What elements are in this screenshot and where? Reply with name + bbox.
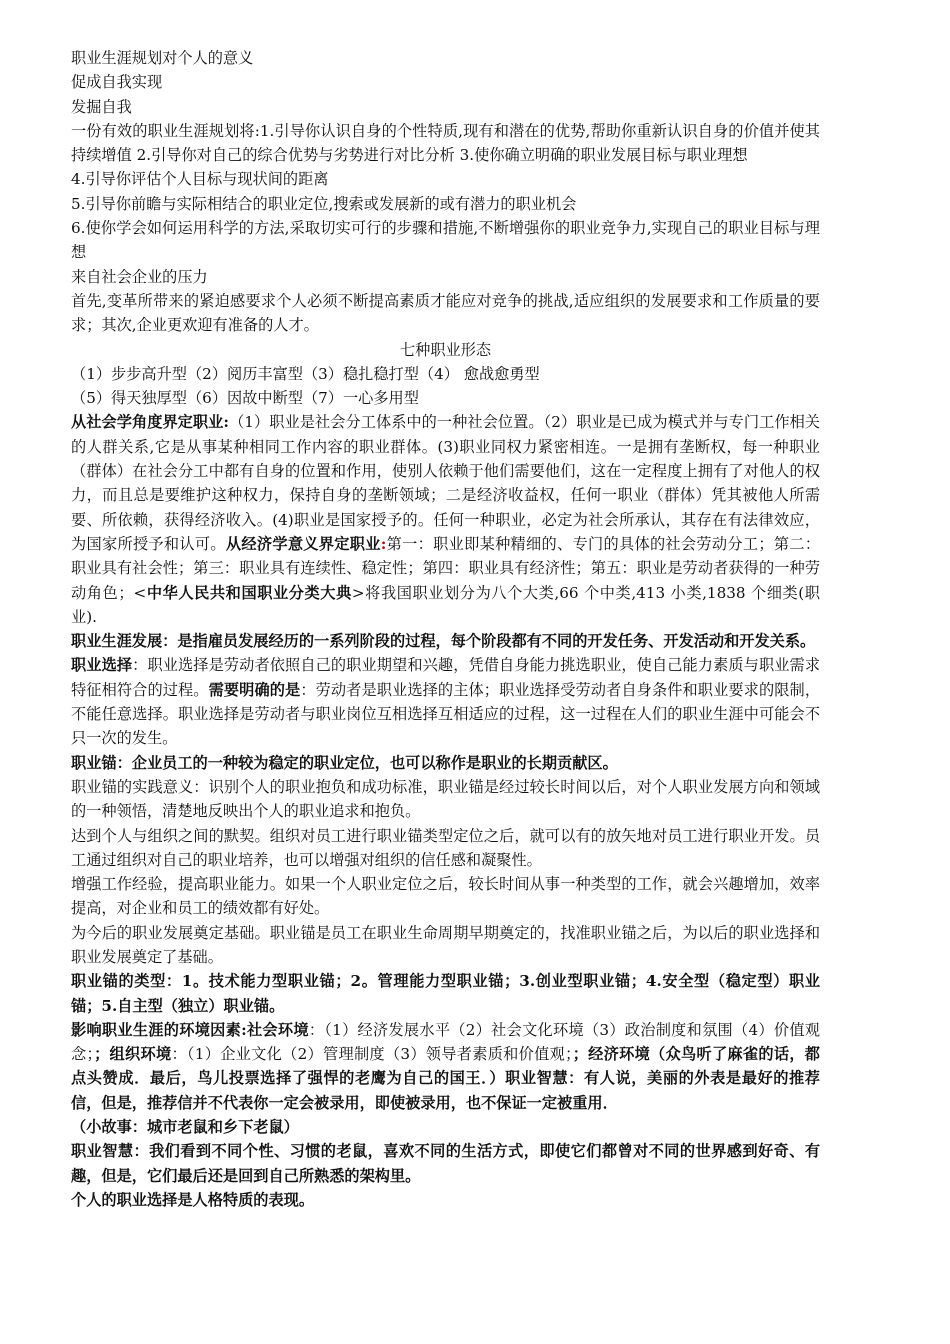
- text-sociology-definition: （1）职业是社会分工体系中的一种社会位置。（2）职业是已成为模式并与专门工作相关的人群关系,它是从事某种相同工作内容的职业群体。(3)职业同权力紧密相连。一是拥有垄断权，每一种职业（群体）在社会分工中都有自身的位置和作用，使别人依赖于他们需要他们，这在一定程度上拥有了对他人的权力，而且总是要维护这种权力，保持自身的垄断领域；二是经济收益权，任何一职业（群体）凭其被他人所需要、所依赖，获得经济收入。(4)职业是国家授予的。任何一种职业，必定为社会所承认，其存在有法律效应，为国家所授予和认可。: [71, 413, 820, 553]
- paragraph-anchor-types: 职业锚的类型：1。技术能力型职业锚；2。管理能力型职业锚；3.创业型职业锚；4.安全型（稳定型）职业锚；5.自主型（独立）职业锚。: [71, 972, 820, 1015]
- paragraph-anchor-tacit: 达到个人与组织之间的默契。组织对员工进行职业锚类型定位之后，就可以有的放矢地对员工进行职业开发。员工通过组织对自己的职业培养，也可以增强对组织的信任感和凝聚性。: [71, 826, 820, 869]
- text-economics-definition: 第一：职业即某种精细的、专门的具体的社会劳动分工；第二：职业具有社会性；第三：职业具有连续性、稳定性；第四：职业具有经济性；第五：职业是劳动者获得的一种劳动角色；<: [71, 534, 821, 602]
- paragraph-pressure: 首先,变革所带来的紧迫感要求个人必须不断提高素质才能应对竞争的挑战,适应组织的发展要求和工作质量的要求；其次,企业更欢迎有准备的人才。: [71, 291, 820, 335]
- section-title-seven-forms: 七种职业形态: [399, 340, 492, 359]
- paragraph-career-definition: [71, 410, 820, 629]
- heading-org-environment: ；组织环境: [94, 1045, 172, 1064]
- heading-economics-definition: 从经济学意义界定职业: [225, 534, 381, 553]
- paragraph-point-4: 4.引导你评估个人目标与现状间的距离: [71, 170, 329, 189]
- text-career-choice-2: ：劳动者是职业选择的主体；职业选择受劳动者自身条件和职业要求的限制，不能任意选择。职业选择是劳动者与职业岗位互相选择互相适应的过程，这一过程在人们的职业生涯中可能会不只一次的发生。: [71, 680, 821, 748]
- paragraph-career-anchor: 职业锚：企业员工的一种较为稳定的职业定位，也可以称作是职业的长期贡献区。: [71, 753, 618, 772]
- heading-sociology-definition: 从社会学角度界定职业: [71, 413, 224, 432]
- section-title-significance: 职业生涯规划对个人的意义: [71, 49, 254, 67]
- paragraph-career-wisdom: 职业智慧：我们看到不同个性、习惯的老鼠，喜欢不同的生活方式，即使它们都曾对不同的世界感到好奇、有趣，但是，它们最后还是回到自己所熟悉的架构里。: [71, 1142, 820, 1185]
- paragraph-point-6: 6.使你学会如何运用科学的方法,采取切实可行的步骤和措施,不断增强你的职业竞争力,实现自己的职业目标与理想: [71, 219, 820, 262]
- heading-social-environment: 影响职业生涯的环境因素:社会环境: [71, 1020, 309, 1039]
- colon-1: :: [223, 413, 230, 432]
- heading-career-choice: 职业选择: [71, 656, 133, 675]
- text-career-choice-1: ：职业选择是劳动者依照自己的职业期望和兴趣，凭借自身能力挑选职业，使自己能力素质与职业需求特征相符合的过程。: [71, 656, 821, 699]
- text-social-environment: ：（1）经济发展水平（2）社会文化环境（3）政治制度和氛围（4）价值观念；: [71, 1020, 820, 1064]
- forms-line-2: （5）得天独厚型（6）因故中断型（7）一心多用型: [71, 389, 419, 408]
- paragraph-career-choice: [71, 653, 820, 750]
- colon-2: :: [380, 534, 387, 553]
- paragraph-anchor-foundation: 为今后的职业发展奠定基础。职业锚是员工在职业生命周期早期奠定的，找准职业锚之后，为以后的职业选择和职业发展奠定了基础。: [71, 923, 820, 966]
- paragraph-point-5: 5.引导你前瞻与实际相结合的职业定位,搜索或发展新的或有潜力的职业机会: [71, 194, 577, 213]
- heading-must-clarify: 需要明确的是: [208, 680, 301, 699]
- paragraph-anchor-meaning: 职业锚的实践意义：识别个人的职业抱负和成功标准，职业锚是经过较长时间以后，对个人职业发展方向和领域的一种领悟，清楚地反映出个人的职业追求和抱负。: [71, 777, 820, 821]
- line-discover-self: 发掘自我: [71, 97, 132, 116]
- paragraph-environment-factors: [71, 1018, 820, 1115]
- line-story-title: （小故事：城市老鼠和乡下老鼠）: [71, 1118, 299, 1137]
- forms-line-1: （1）步步高升型（2）阅历丰富型（3）稳扎稳打型（4） 愈战愈勇型: [71, 364, 540, 383]
- heading-classification-canon: 中华人民共和国职业分类大典: [146, 583, 352, 602]
- paragraph-career-development: 职业生涯发展：是指雇员发展经历的一系列阶段的过程，每个阶段都有不同的开发任务、开发活动和开发关系。: [71, 632, 816, 651]
- paragraph-anchor-experience: 增强工作经验，提高职业能力。如果一个人职业定位之后，较长时间从事一种类型的工作，就会兴趣增加，效率提高，对企业和员工的绩效都有好处。: [71, 875, 820, 918]
- line-social-pressure: 来自社会企业的压力: [71, 267, 208, 286]
- text-classification: >将我国职业划分为八个大类,66 个中类,413 小类,1838 个细类(职业).: [71, 583, 820, 626]
- line-self-realization: 促成自我实现: [71, 73, 163, 92]
- line-personality-choice: 个人的职业选择是人格特质的表现。: [71, 1190, 314, 1209]
- paragraph-plan-benefits: 一份有效的职业生涯规划将:1.引导你认识自身的个性特质,现有和潜在的优势,帮助你重新认识自身的价值并使其持续增值 2.引导你对自己的综合优势与劣势进行对比分析 3.使你确立明确的职业发展目标与职业理想: [71, 121, 820, 165]
- text-org-environment: ：（1）企业文化（2）管理制度（3）领导者素质和价值观；: [171, 1045, 573, 1064]
- text-economic-environment: ；经济环境（众鸟听了麻雀的话，都点头赞成．最后，鸟儿投票选择了强悍的老鹰为自己的国王．）职业智慧：有人说，美丽的外表是最好的推荐信，但是，推荐信并不代表你一定会被录用，即使被录用，也不保证一定被重用．: [71, 1045, 820, 1112]
